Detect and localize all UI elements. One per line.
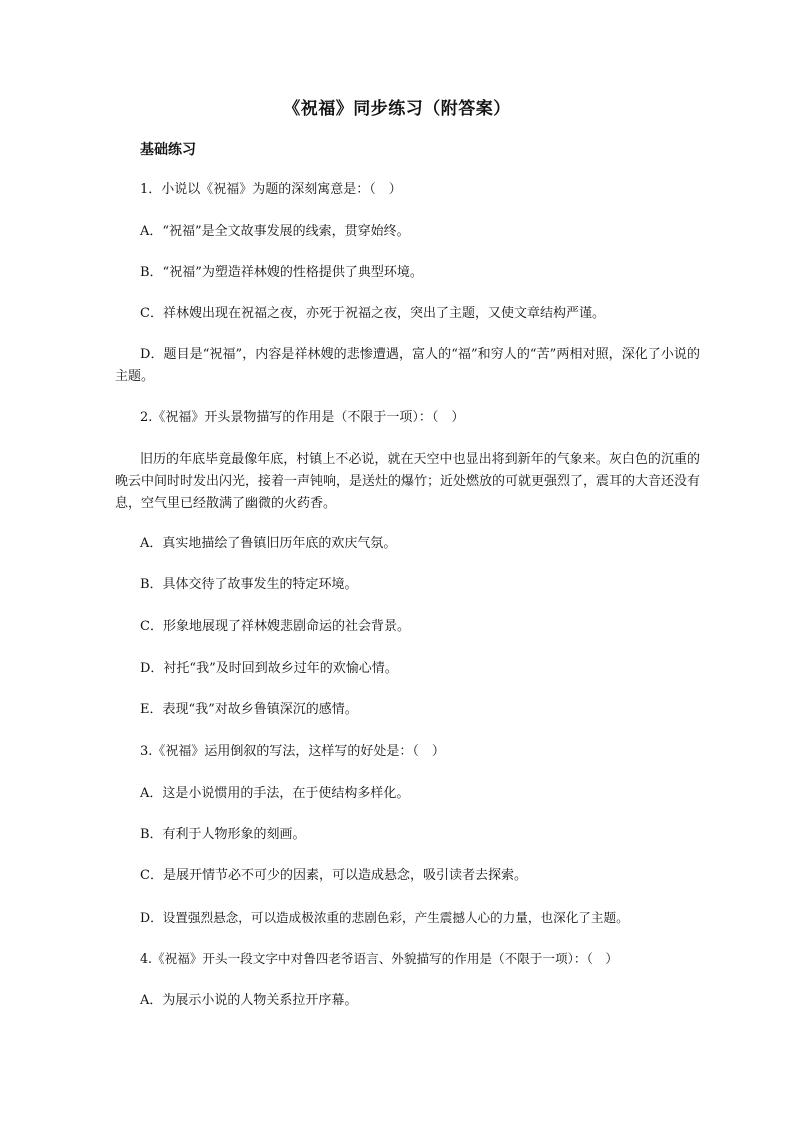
- question-2-option-d: D．衬托“我”及时回到故乡过年的欢愉心情。: [140, 661, 398, 676]
- question-4-option-a: A．为展示小说的人物关系拉开序幕。: [140, 993, 358, 1008]
- section-heading: 基础练习: [140, 142, 196, 158]
- question-4-stem: 4.《祝福》开头一段文字中对鲁四老爷语言、外貌描写的作用是（不限于一项）：（ ）: [140, 951, 618, 966]
- question-1-option-d: D．题目是“祝福”，内容是祥林嫂的悲惨遭遇，富人的“福”和穷人的“苦”两相对照，深化了小说的主题。: [115, 347, 700, 384]
- question-1-stem: 1．小说以《祝福》为题的深刻寓意是：（ ）: [140, 182, 402, 197]
- question-3-option-c: C．是展开情节必不可少的因素，可以造成悬念，吸引读者去探索。: [140, 868, 527, 883]
- question-2-option-b: B．具体交待了故事发生的特定环境。: [140, 577, 358, 592]
- question-1-option-b: B．“祝福”为塑造祥林嫂的性格提供了典型环境。: [140, 265, 423, 280]
- question-1-option-a: A．“祝福”是全文故事发展的线索，贯穿始终。: [140, 224, 410, 239]
- question-1-option-c: C．祥林嫂出现在祝福之夜，亦死于祝福之夜，突出了主题，又使文章结构严谨。: [140, 306, 605, 321]
- question-2-option-a: A．真实地描绘了鲁镇旧历年底的欢庆气氛。: [140, 536, 397, 551]
- question-3-option-b: B．有利于人物形象的刻画。: [140, 827, 306, 842]
- document-title: 《祝福》同步练习（附答案）: [283, 99, 511, 119]
- question-2-stem: 2.《祝福》开头景物描写的作用是（不限于一项）：（ ）: [140, 410, 465, 425]
- question-3-option-a: A．这是小说惯用的手法，在于使结构多样化。: [140, 786, 410, 801]
- question-2-option-c: C．形象地展现了祥林嫂悲剧命运的社会背景。: [140, 619, 410, 634]
- question-3-stem: 3.《祝福》运用倒叙的写法，这样写的好处是：（ ）: [140, 744, 445, 759]
- question-3-option-d: D．设置强烈悬念，可以造成极浓重的悲剧色彩，产生震撼人心的力量，也深化了主题。: [140, 910, 629, 925]
- question-2-passage: 旧历的年底毕竟最像年底，村镇上不必说，就在天空中也显出将到新年的气象来。灰白色的沉重的晚云中间时时发出闪光，接着一声钝响，是送灶的爆竹；近处燃放的可就更强烈了，震耳的大音还没有息，空气里已经散满了幽微的火药香。: [115, 452, 701, 511]
- question-2-option-e: E．表现“我”对故乡鲁镇深沉的感情。: [140, 702, 358, 717]
